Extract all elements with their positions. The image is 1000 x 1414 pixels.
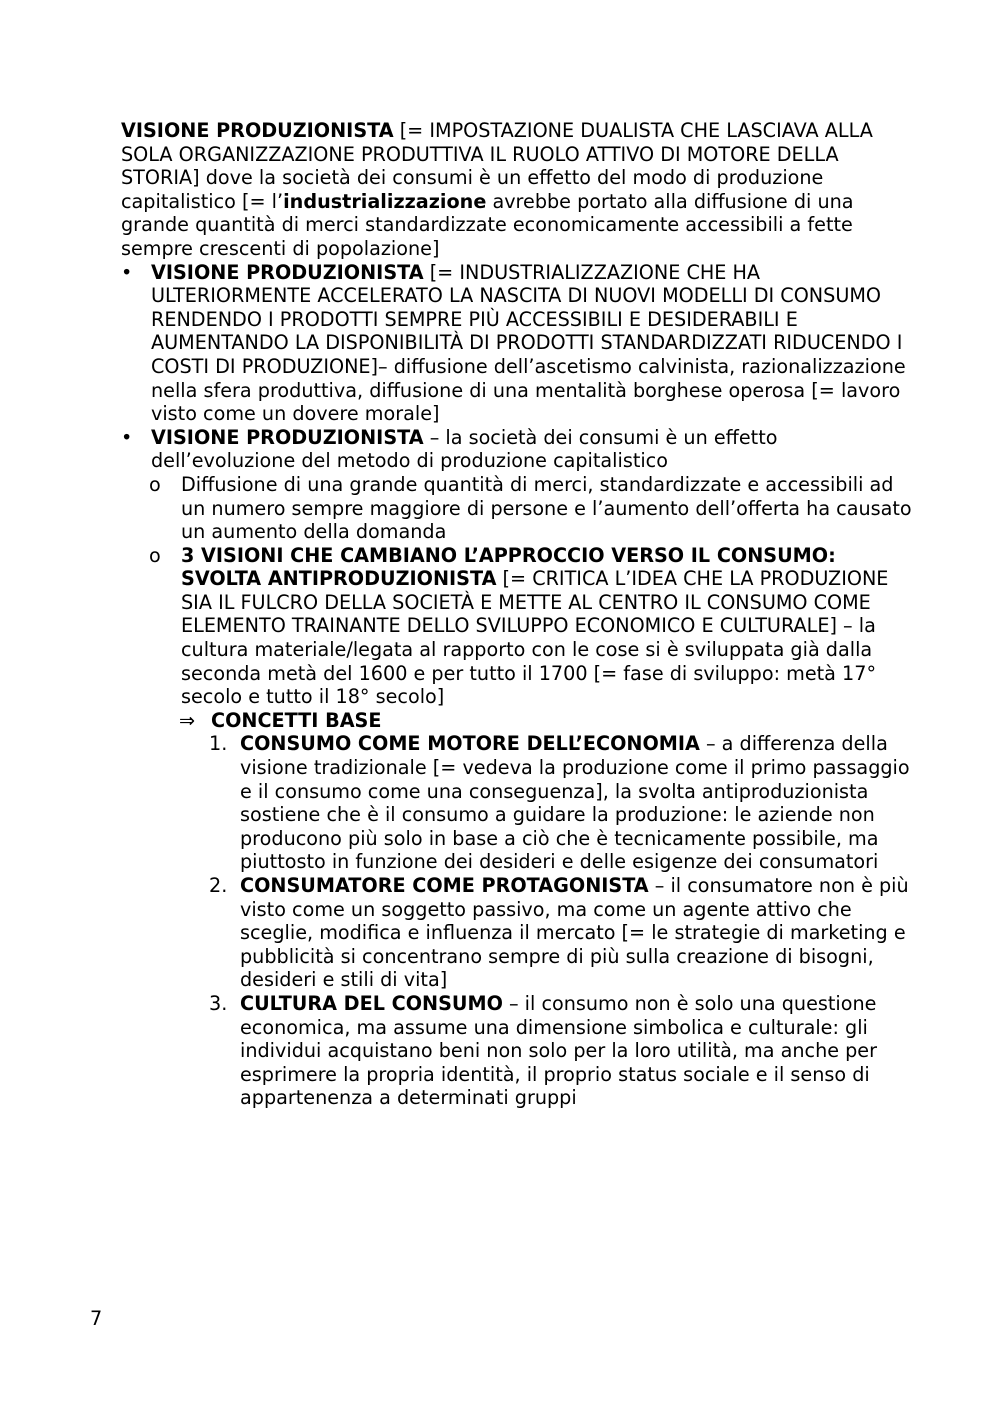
sub-bullet-marker: o [149, 543, 161, 567]
sub-bullet-bold-heading: 3 VISIONI CHE CAMBIANO L’APPROCCIO VERSO IL CONSUMO: SVOLTA ANTIPRODUZIONISTA [181, 543, 836, 591]
page-number: 7 [90, 1307, 103, 1330]
sub-bullet-item [121, 544, 921, 709]
bullet-marker: • [121, 425, 133, 449]
arrow-icon: ⇒ [179, 708, 196, 732]
sub-bullet-marker: o [149, 472, 161, 496]
bullet-item [121, 261, 921, 426]
sub-bullet-list [121, 473, 921, 709]
concept-text: – il consumatore non è più visto come un soggetto passivo, ma come un agente attivo che sceglie, modifica e influenza il mercato [= le strategie di marketing e pubblicità si concentrano sempre di più sulla creazione di bisogni, desideri e stili di vita] [240, 874, 909, 992]
bullet-text: [= INDUSTRIALIZZAZIONE CHE HA ULTERIORMENTE ACCELERATO LA NASCITA DI NUOVI MODELLI DI CONSUMO RENDENDO I PRODOTTI SEMPRE PIÙ ACCESSIBILI E DESIDERABILI E AUMENTANDO LA DISPONIBILITÀ DI PRODOTTI STANDARDIZZATI RIDUCENDO I COSTI DI PRODUZIONE]– diffusione dell’ascetismo calvinista, razionalizzazione nella sfera produttiva, diffusione di una mentalità borghese operosa [= lavoro visto come un dovere morale] [151, 260, 906, 426]
bullet-marker: • [121, 260, 133, 284]
page-content [121, 119, 921, 1110]
concept-item [121, 874, 921, 992]
intro-bold-heading: VISIONE PRODUZIONISTA [121, 119, 394, 142]
intro-paragraph [121, 119, 921, 261]
bullet-bold-heading: VISIONE PRODUZIONISTA [151, 260, 424, 284]
concepts-heading-label: CONCETTI BASE [211, 708, 382, 732]
concept-bold-heading: CONSUMATORE COME PROTAGONISTA [240, 874, 649, 897]
concept-text: – il consumo non è solo una questione economica, ma assume una dimensione simbolica e culturale: gli individui acquistano beni non solo per la loro utilità, ma anche per esprimere la propria identità, il proprio status sociale e il senso di appartenenza a determinati gruppi [240, 991, 878, 1110]
concept-item [121, 732, 921, 874]
bullet-text: – la società dei consumi è un effetto dell’evoluzione del metodo di produzione capitalistico [151, 425, 778, 473]
bullet-bold-heading: VISIONE PRODUZIONISTA [151, 425, 424, 449]
concepts-list [121, 732, 921, 1110]
concept-bold-heading: CULTURA DEL CONSUMO [240, 991, 503, 1015]
concept-bold-heading: CONSUMO COME MOTORE DELL’ECONOMIA [240, 732, 700, 756]
concept-number: 2. [209, 874, 228, 897]
sub-bullet-item [121, 473, 921, 544]
sub-bullet-text: Diffusione di una grande quantità di merci, standardizzate e accessibili ad un numero sempre maggiore di persone e l’aumento dell’offerta ha causato un aumento della domanda [181, 472, 912, 544]
concept-item [121, 992, 921, 1110]
concept-text: – a differenza della visione tradizionale [= vedeva la produzione come il primo passaggio e il consumo come una conseguenza], la svolta antiproduzionista sostiene che è il consumo a guidare la produzione: le aziende non producono più solo in base a ciò che è tecnicamente possibile, ma piuttosto in funzione dei desideri e delle esigenze dei consumatori [240, 732, 910, 874]
sub-bullet-text: [= CRITICA L’IDEA CHE LA PRODUZIONE SIA IL FULCRO DELLA SOCIETÀ E METTE AL CENTRO IL CONSUMO COME ELEMENTO TRAINANTE DELLO SVILUPPO ECONOMICO E CULTURALE] – la cultura materiale/legata al rapporto con le cose si è sviluppata già dalla seconda metà del 1600 e per tutto il 1700 [= fase di sviluppo: metà 17° secolo e tutto il 18° secolo] [181, 567, 889, 709]
intro-text-b: avrebbe portato alla diffusione di una grande quantità di merci standardizzate economicamente accessibili a fette sempre crescenti di popolazione] [121, 189, 854, 260]
bullet-list [121, 261, 921, 473]
intro-text-a: [= IMPOSTAZIONE DUALISTA CHE LASCIAVA ALLA SOLA ORGANIZZAZIONE PRODUTTIVA IL RUOLO ATTIVO DI MOTORE DELLA STORIA] dove la società dei consumi è un effetto del modo di produzione capitalistico [= l’ [121, 119, 873, 213]
concept-number: 1. [209, 732, 228, 756]
intro-bold-keyword: industrializzazione [283, 189, 487, 213]
concepts-heading [121, 709, 921, 733]
concept-number: 3. [209, 991, 228, 1015]
bullet-item [121, 426, 921, 473]
